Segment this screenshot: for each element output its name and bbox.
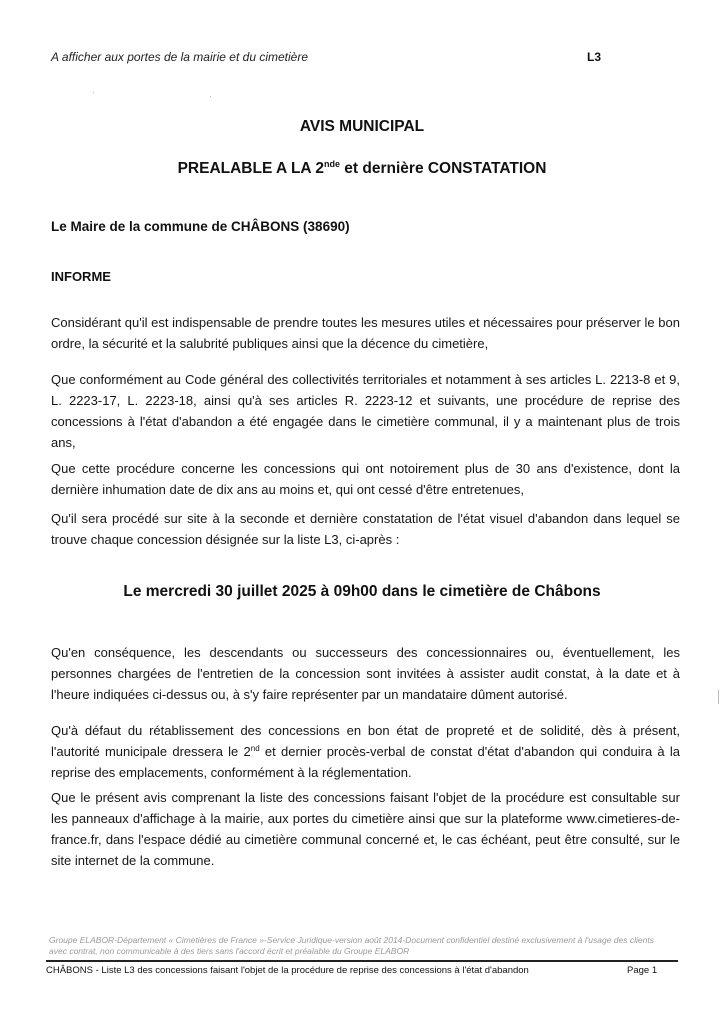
scan-speck [210,96,211,97]
paragraph-consultation: Que le présent avis comprenant la liste des concessions faisant l'objet de la procédure est consultable sur les panneaux d'affichage à la mairie, aux portes du cimetière ainsi que sur la plateforme www.cimetieres-de-france.fr, dans l'espace dédié au cimetière communal concerné et, le cas échéant, peut être consulté, sur le site internet de la commune. [51,790,680,868]
consequence-part-2: et dernier procès-verbal de constat d'état d'abandon qui conduira à la reprise des emplacements, conformément à la réglementation. [51,744,681,780]
mayor-line: Le Maire de la commune de CHÂBONS (38690) [51,219,350,234]
scan-speck [93,92,94,93]
posting-instruction: A afficher aux portes de la mairie et du cimetière [51,50,309,64]
notice-subtitle [0,159,724,178]
paragraph-invitation: Qu'en conséquence, les descendants ou successeurs des concessionnaires ou, éventuellement, les personnes chargées de l'entretien de la concession sont invitées à assister audit constat, à la date et à l'heure indiquées ci-dessus ou, à s'y faire représenter par un mandataire dûment autorisé. [51,645,680,702]
list-reference: L3 [587,50,602,64]
footer-divider [46,960,678,962]
paragraph-procedure: Qu'il sera procédé sur site à la seconde et dernière constatation de l'état visuel d'abandon dans lequel se trouve chaque concession désignée sur la liste L3, ci-après : [51,511,680,547]
paragraph-scope: Que cette procédure concerne les concessions qui ont notoirement plus de 30 ans d'existence, dont la dernière inhumation date de dix ans au moins et, qui ont cessé d'être entretenues, [51,461,680,497]
notice-title: AVIS MUNICIPAL [299,118,425,135]
paragraph-consequence [51,720,680,783]
subtitle-superscript: nde [323,159,340,169]
subtitle-part-1: PREALABLE A LA 2 [177,160,324,177]
paragraph-considering: Considérant qu'il est indispensable de prendre toutes les mesures utiles et nécessaires pour préserver le bon ordre, la sécurité et la salubrité publiques ainsi que la décence du cimetière, [51,315,680,351]
paragraph-legal-basis: Que conformément au Code général des collectivités territoriales et notamment à ses articles L. 2213-8 et 9, L. 2223-17, L. 2223-18, ainsi qu'à ses articles R. 2223-12 et suivants, une procédure de reprise des concessions à l'état d'abandon a été engagée dans le cimetière communal, il y a maintenant plus de trois ans, [51,372,680,450]
scan-speck [718,690,719,704]
informe-heading: INFORME [51,269,111,284]
footer-label: CHÂBONS - Liste L3 des concessions faisant l'objet de la procédure de reprise des concessions à l'état d'abandon [46,965,529,976]
inspection-date: Le mercredi 30 juillet 2025 à 09h00 dans le cimetière de Châbons [123,583,601,600]
subtitle-part-2: et dernière CONSTATATION [340,160,547,177]
confidentiality-notice: Groupe ELABOR-Département « Cimetières de France »-Service Juridique-version août 2014-Document confidentiel destiné exclusivement à l'usage des clients avec contrat, non communicable à des tiers sans l'accord écrit et préalable du Groupe ELABOR [49,935,654,956]
page-number: Page 1 [627,965,658,976]
consequence-superscript: nd [250,744,260,753]
consequence-part-1: Qu'à défaut du rétablissement des concessions en bon état de propreté et de solidité, dès à présent, l'autorité municipale dressera le 2 [51,723,680,759]
